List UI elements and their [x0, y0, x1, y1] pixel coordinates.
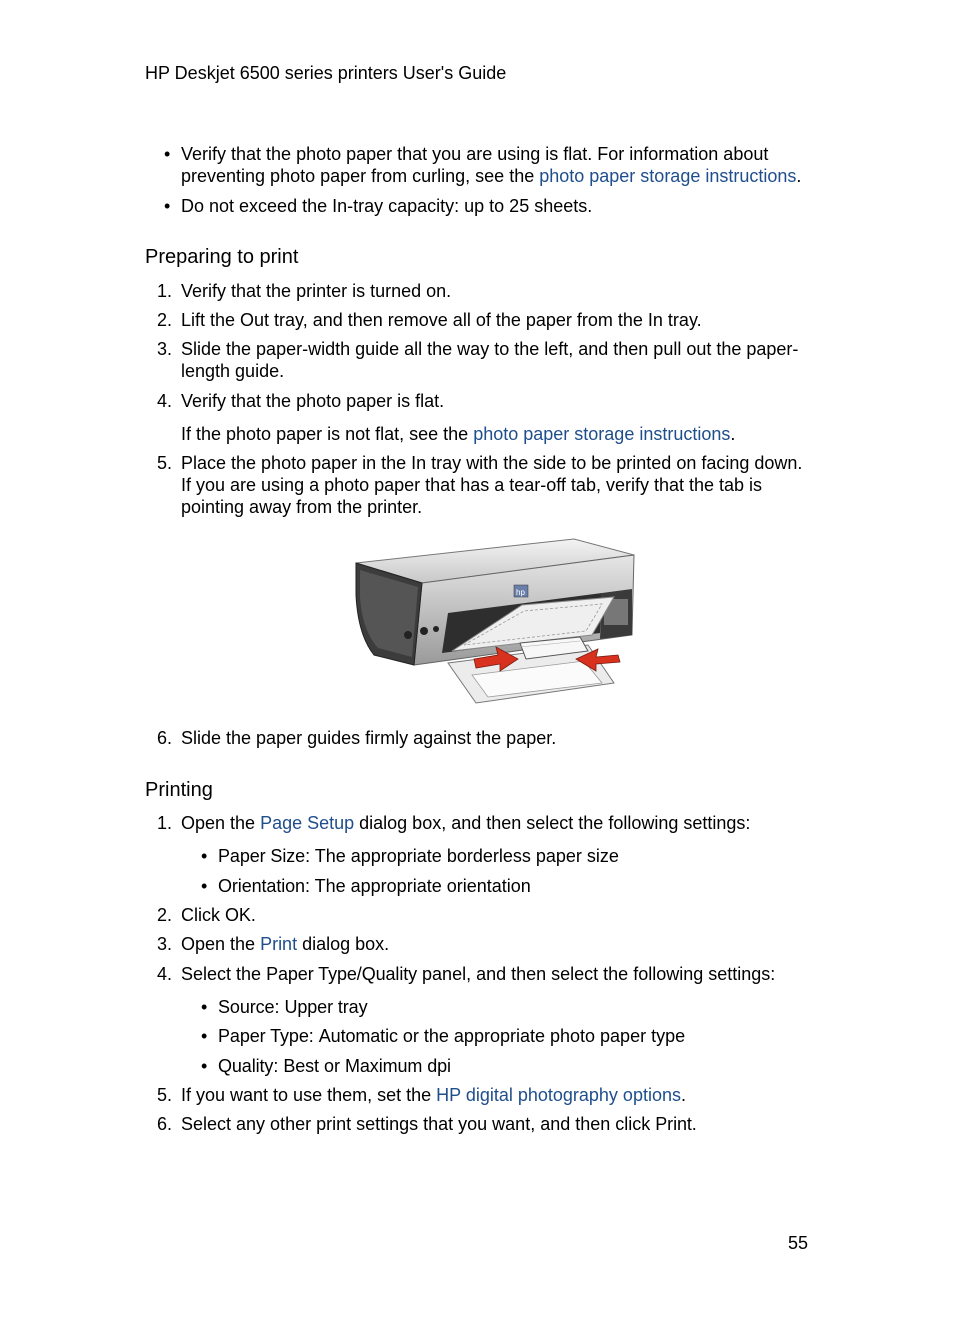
page-setup-link[interactable]: Page Setup [260, 813, 355, 833]
setting-item: Source: Upper tray [218, 997, 368, 1017]
bullet-marker: • [201, 997, 208, 1017]
running-header: HP Deskjet 6500 series printers User's Guide [145, 63, 507, 83]
section-heading-preparing: Preparing to print [145, 246, 299, 268]
bullet-text-line: Verify that the photo paper that you are using is flat. For information about [181, 144, 769, 164]
setting-item: Paper Size: The appropriate borderless paper size [218, 846, 619, 866]
step-text-line: If you are using a photo paper that has a tear-off tab, verify that the tab is [181, 475, 763, 495]
step-number: 6. [156, 728, 172, 748]
step-text: Verify that the printer is turned on. [181, 281, 452, 301]
step-text: Click OK. [181, 905, 256, 925]
step-number: 5. [156, 453, 172, 473]
step-number: 1. [156, 281, 172, 301]
bullet-marker: • [201, 1026, 208, 1046]
step-text: Slide the paper guides firmly against the paper. [181, 728, 557, 748]
step-text-line: Place the photo paper in the In tray with the side to be printed on facing down. [181, 453, 803, 473]
step-number: 2. [156, 310, 172, 330]
step-note: If the photo paper is not flat, see the photo paper storage instructions. [181, 424, 736, 444]
photo-paper-storage-link[interactable]: photo paper storage instructions [539, 166, 797, 186]
step-number: 4. [156, 964, 172, 984]
bullet-text-line: preventing photo paper from curling, see the photo paper storage instructions. [181, 166, 802, 186]
page-number: 55 [788, 1233, 809, 1253]
setting-item: Orientation: The appropriate orientation [218, 876, 531, 896]
step-text: Select the Paper Type/Quality panel, and then select the following settings: [181, 964, 776, 984]
step-text: Verify that the photo paper is flat. [181, 391, 445, 411]
hp-digital-photography-link[interactable]: HP digital photography options [436, 1085, 681, 1105]
bullet-marker: • [164, 196, 171, 216]
step-text-line: Slide the paper-width guide all the way to the left, and then pull out the paper- [181, 339, 799, 359]
step-number: 6. [156, 1114, 172, 1134]
step-text-line: pointing away from the printer. [181, 497, 423, 517]
step-number: 4. [156, 391, 172, 411]
step-text-line: length guide. [181, 361, 285, 381]
bullet-text: Do not exceed the In-tray capacity: up to 25 sheets. [181, 196, 593, 216]
step-number: 5. [156, 1085, 172, 1105]
photo-paper-storage-link[interactable]: photo paper storage instructions [473, 424, 731, 444]
step-text: If you want to use them, set the HP digital photography options. [181, 1085, 686, 1105]
step-number: 3. [156, 339, 172, 359]
setting-item: Quality: Best or Maximum dpi [218, 1056, 451, 1076]
bullet-marker: • [201, 876, 208, 896]
setting-item: Paper Type: Automatic or the appropriate photo paper type [218, 1026, 686, 1046]
print-dialog-link[interactable]: Print [260, 934, 298, 954]
step-text: Lift the Out tray, and then remove all of the paper from the In tray. [181, 310, 702, 330]
step-number: 1. [156, 813, 172, 833]
printer-illustration [352, 535, 638, 707]
bullet-marker: • [201, 846, 208, 866]
hp-logo-text: hp [516, 588, 525, 597]
step-text: Open the Page Setup dialog box, and then select the following settings: [181, 813, 751, 833]
bullet-marker: • [164, 144, 171, 164]
step-number: 2. [156, 905, 172, 925]
section-heading-printing: Printing [145, 779, 213, 801]
step-text: Select any other print settings that you want, and then click Print. [181, 1114, 697, 1134]
bullet-marker: • [201, 1056, 208, 1076]
step-text: Open the Print dialog box. [181, 934, 390, 954]
step-number: 3. [156, 934, 172, 954]
